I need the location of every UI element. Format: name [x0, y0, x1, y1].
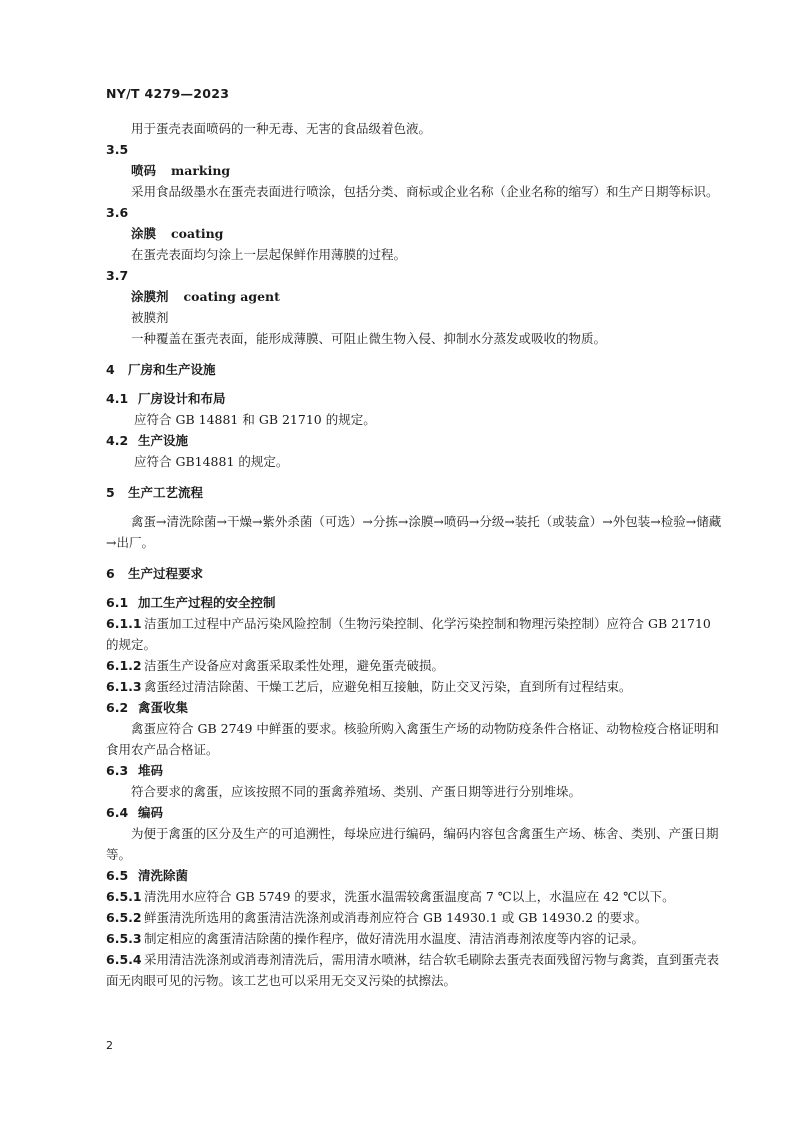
page-content — [106, 118, 722, 991]
clause-text: 鲜蛋清洗所选用的禽蛋清洁洗涤剂或消毒剂应符合 GB 14930.1 或 GB 14930.2 的要求。 — [144, 910, 648, 925]
chapter-title: 生产工艺流程 — [128, 485, 204, 500]
clause-text: 洁蛋加工过程中产品污染风险控制（生物污染控制、化学污染控制和物理污染控制）应符合 GB 21710 的规定。 — [106, 616, 711, 652]
term-zh: 喷码 — [131, 163, 157, 178]
term-heading — [131, 223, 722, 244]
term-definition: 采用食品级墨水在蛋壳表面进行喷涂，包括分类、商标或企业名称（企业名称的缩写）和生产日期等标识。 — [131, 184, 719, 199]
section-title: 加工生产过程的安全控制 — [137, 595, 276, 610]
section-title: 堆码 — [137, 763, 163, 778]
term-heading — [131, 286, 722, 307]
section-text: 应符合 GB 14881 和 GB 21710 的规定。 — [134, 412, 376, 427]
term-number: 3.7 — [106, 268, 129, 283]
section-number: 6.5 — [106, 868, 129, 883]
section-heading — [106, 388, 722, 409]
term-number: 3.6 — [106, 205, 129, 220]
clause-item — [106, 655, 722, 676]
term-zh: 涂膜 — [131, 226, 157, 241]
clause-number: 6.1.3 — [106, 679, 142, 694]
term-synonym: 被膜剂 — [131, 310, 169, 325]
term-en: coating — [171, 226, 224, 241]
chapter-heading — [106, 563, 722, 584]
clause-item — [106, 907, 722, 928]
chapter-title: 生产过程要求 — [128, 566, 204, 581]
section-heading — [106, 592, 722, 613]
clause-item — [106, 928, 722, 949]
chapter-heading — [106, 482, 722, 503]
standard-code-header: NY/T 4279—2023 — [106, 86, 230, 101]
section-title: 生产设施 — [137, 433, 188, 448]
section-text: 禽蛋应符合 GB 2749 中鲜蛋的要求。核验所购入禽蛋生产场的动物防疫条件合格证、动物检疫合格证明和食用农产品合格证。 — [106, 721, 719, 757]
clause-item — [106, 949, 722, 991]
section-title: 禽蛋收集 — [137, 700, 188, 715]
section-heading — [106, 760, 722, 781]
chapter-heading — [106, 359, 722, 380]
section-heading — [106, 430, 722, 451]
section-text: 为便于禽蛋的区分及生产的可追溯性，每垛应进行编码，编码内容包含禽蛋生产场、栋舍、类别、产蛋日期等。 — [106, 826, 719, 862]
chapter-number: 5 — [106, 485, 115, 500]
chapter-number: 4 — [106, 362, 115, 377]
term-definition: 在蛋壳表面均匀涂上一层起保鲜作用薄膜的过程。 — [131, 247, 407, 262]
term-heading — [131, 160, 722, 181]
clause-item — [106, 613, 722, 655]
clause-number: 6.5.3 — [106, 931, 142, 946]
clause-text: 清洗用水应符合 GB 5749 的要求，洗蛋水温需较禽蛋温度高 7 ℃以上，水温应在 42 ℃以下。 — [144, 889, 675, 904]
section-text: 应符合 GB14881 的规定。 — [134, 454, 289, 469]
clause-number: 6.5.4 — [106, 952, 142, 967]
section-heading — [106, 697, 722, 718]
clause-number: 6.1.2 — [106, 658, 142, 673]
clause-text: 禽蛋经过清洁除菌、干燥工艺后，应避免相互接触，防止交叉污染，直到所有过程结束。 — [144, 679, 632, 694]
term-zh: 涂膜剂 — [131, 289, 169, 304]
page-number: 2 — [106, 1039, 113, 1052]
clause-number: 6.5.1 — [106, 889, 142, 904]
section-title: 厂房设计和布局 — [137, 391, 226, 406]
section-number: 6.4 — [106, 805, 129, 820]
term-en: marking — [171, 163, 231, 178]
section-number: 6.3 — [106, 763, 129, 778]
clause-number: 6.1.1 — [106, 616, 142, 631]
clause-text: 制定相应的禽蛋清洁除菌的操作程序，做好清洗用水温度、清洁消毒剂浓度等内容的记录。 — [144, 931, 645, 946]
definition-text: 用于蛋壳表面喷码的一种无毒、无害的食品级着色液。 — [131, 121, 432, 136]
term-definition: 一种覆盖在蛋壳表面，能形成薄膜、可阻止微生物入侵、抑制水分蒸发或吸收的物质。 — [131, 331, 607, 346]
clause-item — [106, 676, 722, 697]
section-text: 符合要求的禽蛋，应该按照不同的蛋禽养殖场、类别、产蛋日期等进行分别堆垛。 — [131, 784, 582, 799]
clause-text: 采用清洁洗涤剂或消毒剂清洗后，需用清水喷淋，结合软毛刷除去蛋壳表面残留污物与禽粪，直到蛋壳表面无肉眼可见的污物。该工艺也可以采用无交叉污染的拭擦法。 — [106, 952, 720, 988]
clause-number: 6.5.2 — [106, 910, 142, 925]
section-heading — [106, 865, 722, 886]
term-en: coating agent — [183, 289, 280, 304]
section-number: 6.2 — [106, 700, 129, 715]
clause-item — [106, 886, 722, 907]
section-title: 清洗除菌 — [137, 868, 188, 883]
section-heading — [106, 802, 722, 823]
section-number: 6.1 — [106, 595, 129, 610]
section-title: 编码 — [137, 805, 163, 820]
clause-text: 洁蛋生产设备应对禽蛋采取柔性处理，避免蛋壳破损。 — [144, 658, 445, 673]
chapter-title: 厂房和生产设施 — [128, 362, 216, 377]
section-number: 4.2 — [106, 433, 129, 448]
chapter-number: 6 — [106, 566, 115, 581]
section-number: 4.1 — [106, 391, 129, 406]
process-flow-text: 禽蛋→清洗除菌→干燥→紫外杀菌（可选）→分拣→涂膜→喷码→分级→装托（或装盒）→外包装→检验→储藏→出厂。 — [106, 514, 722, 550]
term-number: 3.5 — [106, 142, 129, 157]
